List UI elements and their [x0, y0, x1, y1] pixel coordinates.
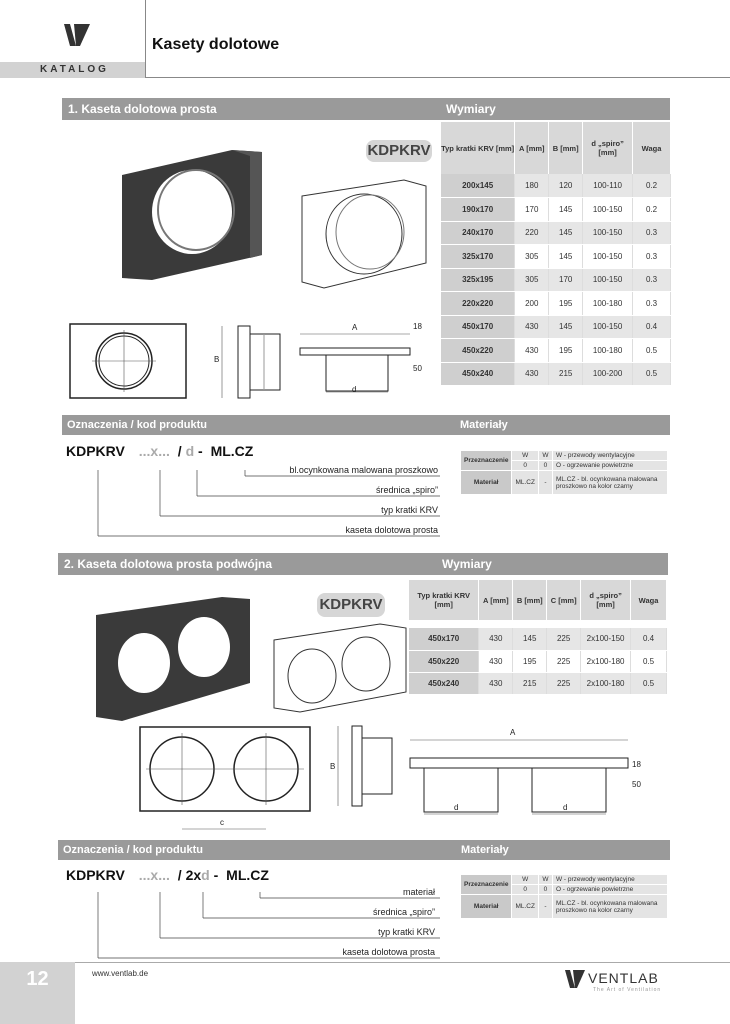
table-cell: 225 — [547, 650, 581, 672]
table-cell: 0.3 — [633, 292, 671, 316]
table-cell: 170 — [515, 198, 549, 222]
table-cell: 100-180 — [583, 339, 633, 363]
table-cell: 305 — [515, 245, 549, 269]
product1-black-image — [112, 140, 267, 285]
table-cell: 430 — [515, 315, 549, 339]
table-cell: 170 — [549, 268, 583, 292]
table-row — [441, 221, 671, 245]
table-cell: 450x220 — [441, 339, 515, 363]
table-cell: 430 — [479, 650, 513, 672]
table-cell: 430 — [479, 628, 513, 650]
table-row — [441, 174, 671, 198]
table-row — [441, 198, 671, 222]
table-row — [441, 362, 671, 386]
table-cell: 0.4 — [631, 628, 667, 650]
table-cell: 450x170 — [409, 628, 479, 650]
table-cell: 100-200 — [583, 362, 633, 386]
section1-dims-title: Wymiary — [440, 98, 670, 120]
product1-line-drawing — [294, 178, 434, 293]
drawing1-top — [296, 320, 431, 400]
table-cell: 0.3 — [633, 221, 671, 245]
table-cell: 195 — [549, 292, 583, 316]
ventlab-logo-icon — [0, 0, 145, 62]
table-cell: 450x220 — [409, 650, 479, 672]
table-cell: 240x170 — [441, 221, 515, 245]
table-row — [409, 650, 667, 672]
table-cell: 215 — [549, 362, 583, 386]
table-cell: 100-110 — [583, 174, 633, 198]
table-cell: 100-180 — [583, 292, 633, 316]
section2-table: Typ kratki KRV [mm] A [mm] B [mm] C [mm] d „spiro” [mm] Waga 450x170 430 145 225 2x100-150 0.4 450x220 430 195 225 2x100-180 0.5 450x240 430 215 225 2x100-180 0.5 — [409, 580, 667, 695]
table-cell: 325x170 — [441, 245, 515, 269]
product2-line-drawing — [270, 620, 410, 715]
table-row — [441, 292, 671, 316]
section1-title: 1. Kaseta dolotowa prosta — [62, 98, 440, 120]
table-cell: 0.2 — [633, 174, 671, 198]
table-row — [441, 268, 671, 292]
table-cell: 190x170 — [441, 198, 515, 222]
drawing1-side — [212, 322, 290, 402]
drawing1-front — [68, 322, 188, 400]
product1-label: KDPKRV — [366, 140, 432, 162]
table-cell: 430 — [515, 362, 549, 386]
footer-tagline: The Art of Ventilation — [593, 987, 662, 993]
ventlab-footer-logo-icon — [563, 968, 587, 990]
section2-materials-title: Materiały — [456, 840, 670, 860]
table-cell: 0.3 — [633, 268, 671, 292]
table-cell: 200x145 — [441, 174, 515, 198]
table-cell: 100-150 — [583, 268, 633, 292]
table-row — [441, 339, 671, 363]
section1-materials-title: Materiały — [455, 415, 670, 435]
table-cell: 100-150 — [583, 221, 633, 245]
table-cell: 145 — [549, 315, 583, 339]
table-cell: 200 — [515, 292, 549, 316]
table-cell: 145 — [549, 198, 583, 222]
table-row — [441, 315, 671, 339]
table-cell: 215 — [513, 672, 547, 694]
table-cell: 325x195 — [441, 268, 515, 292]
table-cell: 195 — [549, 339, 583, 363]
table-cell: 220x220 — [441, 292, 515, 316]
product2-label: KDPKRV — [317, 593, 385, 617]
drawing2-top — [408, 728, 658, 828]
table-cell: 145 — [549, 245, 583, 269]
table-cell: 450x240 — [441, 362, 515, 386]
section2-title: 2. Kaseta dolotowa prosta podwójna — [58, 553, 436, 575]
footer-url[interactable]: www.ventlab.de — [92, 969, 149, 978]
table-cell: 120 — [549, 174, 583, 198]
table-row — [441, 245, 671, 269]
section1-codes-title: Oznaczenia / kod produktu — [62, 415, 455, 435]
table-cell: 145 — [549, 221, 583, 245]
table-row — [409, 628, 667, 650]
table-row — [409, 672, 667, 694]
drawing2-front — [138, 725, 313, 835]
table-cell: 0.2 — [633, 198, 671, 222]
page-title: Kasety dolotowe — [152, 36, 280, 53]
section1-materials-table: Przeznaczenie W W W - przewody wentylacyjne 0 0 O - ogrzewanie powietrzne Materiał ML.CZ - ML.CZ - bl. ocynkowana malowana proszkowo na kolor czarny — [460, 450, 668, 495]
section2-dims-title: Wymiary — [436, 553, 668, 575]
table-cell: 430 — [479, 672, 513, 694]
table-cell: 2x100-180 — [581, 650, 631, 672]
table-cell: 450x240 — [409, 672, 479, 694]
table-cell: 2x100-150 — [581, 628, 631, 650]
table-cell: 0.5 — [631, 672, 667, 694]
table-cell: 100-150 — [583, 198, 633, 222]
table-cell: 0.3 — [633, 245, 671, 269]
table-cell: 2x100-180 — [581, 672, 631, 694]
logo — [0, 0, 145, 62]
table-cell: 195 — [513, 650, 547, 672]
table-cell: 145 — [513, 628, 547, 650]
section1-code: KDPKRV ...x... / d - ML.CZ — [66, 443, 254, 459]
section2-code: KDPKRV ...x... / 2xd - ML.CZ — [66, 867, 269, 883]
table-cell: 0.5 — [633, 339, 671, 363]
table-cell: 430 — [515, 339, 549, 363]
footer-brand: VENTLAB — [588, 970, 659, 986]
table-cell: 225 — [547, 628, 581, 650]
section2-codes-title: Oznaczenia / kod produktu — [58, 840, 456, 860]
table-cell: 220 — [515, 221, 549, 245]
page-number: 12 — [0, 962, 75, 1024]
katalog-label: KATALOG — [0, 62, 145, 78]
table-cell: 450x170 — [441, 315, 515, 339]
table-cell: 100-150 — [583, 245, 633, 269]
section1-table: Typ kratki KRV [mm] A [mm] B [mm] d „spiro” [mm] Waga 200x145 180 120 100-110 0.2 190x170 170 145 100-150 0.2 240x170 220 145 100-150 0.3 325x170 305 145 100-150 0.3 325x195 305 170 100-150 0.3 220x220 200 195 100-180 0.3 450x170 430 145 100-150 0.4 450x220 430 195 100-180 0.5 450x240 430 215 100-200 0.5 — [441, 122, 671, 386]
table-cell: 180 — [515, 174, 549, 198]
table-cell: 0.5 — [633, 362, 671, 386]
section2-materials-table: Przeznaczenie W W W - przewody wentylacyjne 0 0 O - ogrzewanie powietrzne Materiał ML.CZ - ML.CZ - bl. ocynkowana malowana proszkowo na kolor czarny — [460, 874, 668, 919]
table-cell: 305 — [515, 268, 549, 292]
drawing2-side — [330, 722, 400, 810]
table-cell: 0.4 — [633, 315, 671, 339]
table-cell: 225 — [547, 672, 581, 694]
product2-black-image — [92, 595, 254, 725]
table-cell: 0.5 — [631, 650, 667, 672]
table-cell: 100-150 — [583, 315, 633, 339]
